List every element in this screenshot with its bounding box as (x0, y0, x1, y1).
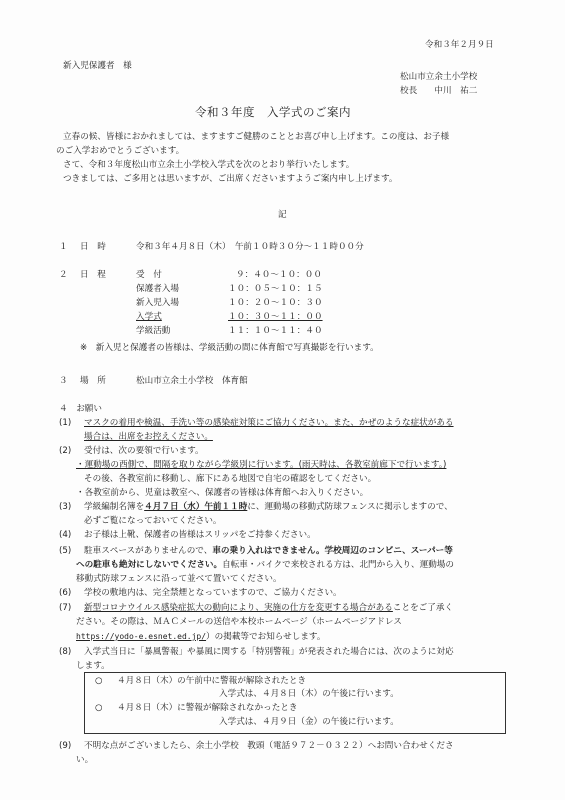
box-mark: ○ (95, 676, 103, 686)
request-4-number: (4) (59, 530, 72, 540)
request-9-line-2: い。 (76, 755, 94, 765)
document-date: 令和３年２月９日 (425, 40, 494, 50)
box-result: 入学式は、４月８日（木）の午後に行います。 (219, 689, 399, 699)
request-7-text-b: ことをご了承く (392, 603, 454, 613)
intro-line-3: さて、令和３年度松山市立余土小学校入学式を次のとおり挙行いたします。 (63, 160, 355, 170)
request-5-text-c: への駐車も絶対にしないでください。 (76, 560, 223, 570)
request-8-line-1: 入学式当日に「暴風警報」や暴風に関する「特別警報」が発表された場合には、次のように対応 (84, 647, 454, 657)
request-8-number: (8) (59, 647, 72, 657)
request-9-number: (9) (59, 741, 72, 751)
school-name: 松山市立余土小学校 (400, 72, 478, 82)
request-3-number: (3) (59, 502, 72, 512)
request-1-line-1: マスクの着用や検温、手洗い等の感染症対策にご協力ください。また、かぜのような症状がある (84, 418, 454, 428)
request-7-line-2: ださい。その際は、ＭＡＣメールの送信や本校ホームページ（ホームページアドレス (76, 617, 402, 627)
item1-value: 令和３年４月８日（木） 午前１０時３０分～１１時００分 (136, 242, 364, 252)
intro-line-2: のご入学おめでとうございます。 (56, 146, 185, 156)
request-7-number: (7) (59, 603, 72, 613)
item1-number: １ (59, 242, 68, 252)
schedule-time: ９：４０～１０：００ (236, 270, 322, 280)
box-condition: ４月８日（木）に警報が解除されなかったとき (117, 703, 298, 713)
item2-number: ２ (59, 270, 68, 280)
request-3-text-c: に、運動場の移動式防球フェンスに掲示しますので、 (247, 502, 453, 512)
request-6-number: (6) (59, 588, 72, 598)
request-4-line-1: お子様は上靴、保護者の皆様はスリッパをご持参ください。 (84, 530, 316, 540)
request-2-line-1: 受付は、次の要領で行います。 (84, 446, 204, 456)
request-3-line-2: 必ずご覧になっておいてください。 (84, 516, 222, 526)
schedule-name: 保護者入場 (136, 284, 179, 294)
request-3-line-1 (84, 502, 453, 513)
request-7-text-c: ）の掲載等でお知らせします。 (206, 632, 326, 642)
intro-line-1: 立春の候、皆様におかれましては、ますますご健勝のこととお喜び申し上げます。この度は、お子様 (63, 132, 450, 142)
request-2-bullet-2: ・各教室前から、児童は教室へ、保護者の皆様は体育館へお入りください。 (76, 488, 369, 498)
principal-name: 校長 中川 祐二 (400, 86, 478, 96)
request-7-line-3 (76, 631, 325, 643)
schedule-time: １１：１０～１１：４０ (228, 326, 323, 336)
request-5-number: (5) (59, 546, 72, 556)
request-9-line-1: 不明な点がございましたら、余土小学校 教頭（電話９７２－０３２２）へお問い合わせくださ (84, 741, 454, 751)
item4-heading: ４ お願い (59, 404, 102, 414)
request-3-text-a: 学級編制名簿を (84, 502, 145, 512)
request-2-number: (2) (59, 446, 72, 456)
request-5-line-3: 移動式防球フェンスに沿って並べて置いてください。 (76, 574, 282, 584)
schedule-time: １０：０５～１０：１５ (228, 284, 323, 294)
ki-marker: 記 (278, 210, 287, 220)
schedule-name: 受 付 (136, 270, 162, 280)
schedule-time: １０：３０～１１：００ (228, 312, 323, 322)
request-5-text-a: 駐車スペースがありませんので、 (84, 546, 213, 556)
schedule-name: 新入児入場 (136, 298, 179, 308)
schedule-name: 学級活動 (136, 326, 171, 336)
item1-label: 日 時 (80, 242, 106, 252)
request-5-text-d: 自転車・バイクで来校される方は、北門から入り、運動場の (222, 560, 454, 570)
intro-line-4: つきましては、ご多用とは思いますが、ご出席くださいますようご案内申し上げます。 (63, 174, 398, 184)
box-condition: ４月８日（木）の午前中に警報が解除されたとき (117, 676, 307, 686)
box-result: 入学式は、４月９日（金）の午後に行います。 (219, 717, 399, 727)
request-3-date: ４月７日（水）午前１１時 (144, 502, 248, 512)
schedule-name: 入学式 (136, 312, 162, 322)
request-7-text-a: 新型コロナウイルス感染症拡大の動向により、実施の仕方を変更する場合がある (84, 603, 393, 613)
request-5-text-b: 車の乗り入れはできません。学校周辺のコンビニ、スーパー等 (212, 546, 453, 556)
homepage-url-link[interactable]: https://yodo-e.esnet.ed.jp/ (76, 632, 207, 641)
request-6-line-1: 学校の敷地内は、完全禁煙となっていますので、ご協力ください。 (84, 588, 342, 598)
box-mark: ○ (95, 703, 103, 713)
recipient: 新入児保護者 様 (63, 61, 132, 71)
item3-number: ３ (59, 376, 68, 386)
page-title: 令和３年度 入学式のご案内 (195, 105, 351, 119)
weather-warning-box (84, 672, 506, 734)
request-2-bullet-1: ・運動場の西側で、間隔を取りながら学級別に行います。(雨天時は、各教室前廊下で行います。) (76, 460, 447, 470)
schedule-note: ※ 新入児と保護者の皆様は、学級活動の間に体育館で写真撮影を行います。 (80, 343, 379, 353)
request-2-bullet-1-cont: その後、各教室前に移動し、廊下にある地図で自宅の確認をしてください。 (84, 474, 377, 484)
request-5-line-1 (84, 546, 453, 557)
request-7-line-1 (84, 603, 453, 614)
request-1-line-2: 場合は、出席をお控えください。 (84, 432, 213, 442)
item3-label: 場 所 (80, 376, 106, 386)
request-5-line-2 (76, 560, 454, 571)
item2-label: 日 程 (80, 270, 106, 280)
item3-value: 松山市立余土小学校 体育館 (136, 376, 248, 386)
request-1-number: (1) (59, 418, 72, 428)
request-8-line-2: します。 (76, 661, 110, 671)
schedule-time: １０：２０～１０：３０ (228, 298, 323, 308)
